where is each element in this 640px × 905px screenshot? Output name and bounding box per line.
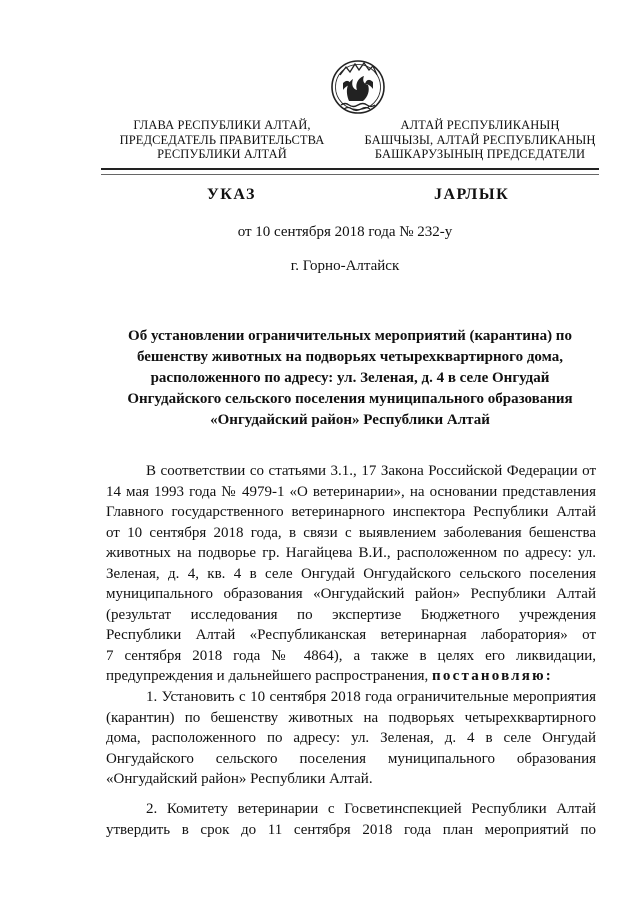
issuer-line: БАШЧЫЗЫ, АЛТАЙ РЕСПУБЛИКАНЫҢ [364, 132, 596, 147]
body-line [106, 666, 596, 687]
body-line: Главного государственного ветеринарного инспектора Республики Алтай [106, 504, 596, 520]
issuer-line: БАШКАРУЗЫНЫҢ ПРЕДСЕДАТЕЛИ [374, 147, 586, 161]
title-line: бешенству животных на подворьях четырехквартирного дома, [136, 349, 564, 365]
body-line: от 10 сентября 2018 года, в связи с выявлением заболевания бешенства [106, 524, 596, 541]
header-divider [101, 168, 599, 170]
decree-keyword: постановляю: [432, 668, 553, 684]
issue-city: г. Горно-Алтайск [290, 258, 400, 274]
decree-title [110, 326, 590, 431]
body-line: 1. Установить с 10 сентября 2018 года ограничительные мероприятия [146, 689, 596, 705]
body-line: утвердить в срок до 11 сентября 2018 года план мероприятий по [106, 821, 596, 838]
body-line: Республики Алтай «Республиканская ветеринарная лаборатория» от [106, 627, 596, 643]
issuer-header-russian [102, 118, 342, 162]
body-line: животных на подворье гр. Нагайцева В.И., расположенном по адресу: ул. [106, 545, 596, 561]
body-line: (результат исследования по экспертизе Бюджетного учреждения [106, 606, 596, 623]
issuer-line: АЛТАЙ РЕСПУБЛИКАНЫҢ [400, 118, 560, 132]
body-line: дома, расположенного по адресу: ул. Зеленая, д. 4 в селе Онгудай [106, 730, 596, 746]
body-line: Онгудайского сельского поселения муниципального образования [106, 750, 596, 767]
body-line: Зеленая, д. 4, кв. 4 в селе Онгудай Онгудайского сельского поселения [106, 565, 596, 582]
decree-item-2 [106, 799, 596, 840]
body-line: 7 сентября 2018 года № 4864), а также в целях его ликвидации, [106, 647, 596, 664]
body-line: В соответствии со статьями 3.1., 17 Закона Российской Федерации от [146, 463, 596, 479]
issuer-header-altai [355, 118, 605, 162]
decree-date-number: от 10 сентября 2018 года № 232-у [237, 224, 453, 240]
title-line: «Онгудайский район» Республики Алтай [210, 412, 490, 428]
doc-type-altai: JАРЛЫК [434, 186, 510, 203]
doc-type-russian: УКАЗ [207, 186, 256, 203]
issuer-line: РЕСПУБЛИКИ АЛТАЙ [157, 147, 287, 161]
title-line: расположенного по адресу: ул. Зеленая, д. 4 в селе Онгудай [150, 370, 550, 386]
issuer-line: ГЛАВА РЕСПУБЛИКИ АЛТАЙ, [133, 118, 311, 132]
header-divider-thin [101, 174, 599, 175]
coat-of-arms-emblem [331, 57, 385, 117]
body-text: предупреждения и дальнейшего распространения, [106, 668, 429, 684]
body-line: 14 мая 1993 года № 4979-1 «О ветеринарии», на основании представления [106, 483, 596, 500]
title-line: Об установлении ограничительных мероприятий (карантина) по [128, 328, 572, 344]
body-line: 2. Комитету ветеринарии с Госветинспекцией Республики Алтай [146, 801, 596, 817]
issuer-line: ПРЕДСЕДАТЕЛЬ ПРАВИТЕЛЬСТВА [119, 132, 325, 147]
body-line: «Онгудайский район» Республики Алтай. [106, 771, 373, 787]
preamble-paragraph [106, 461, 596, 687]
body-line: (карантин) по бешенству животных на подворьях четырехквартирного [106, 709, 596, 726]
title-line: Онгудайского сельского поселения муниципального образования [127, 391, 573, 407]
decree-item-1 [106, 687, 596, 790]
body-line: муниципального образования «Онгудайский район» Республики Алтай [106, 586, 596, 602]
